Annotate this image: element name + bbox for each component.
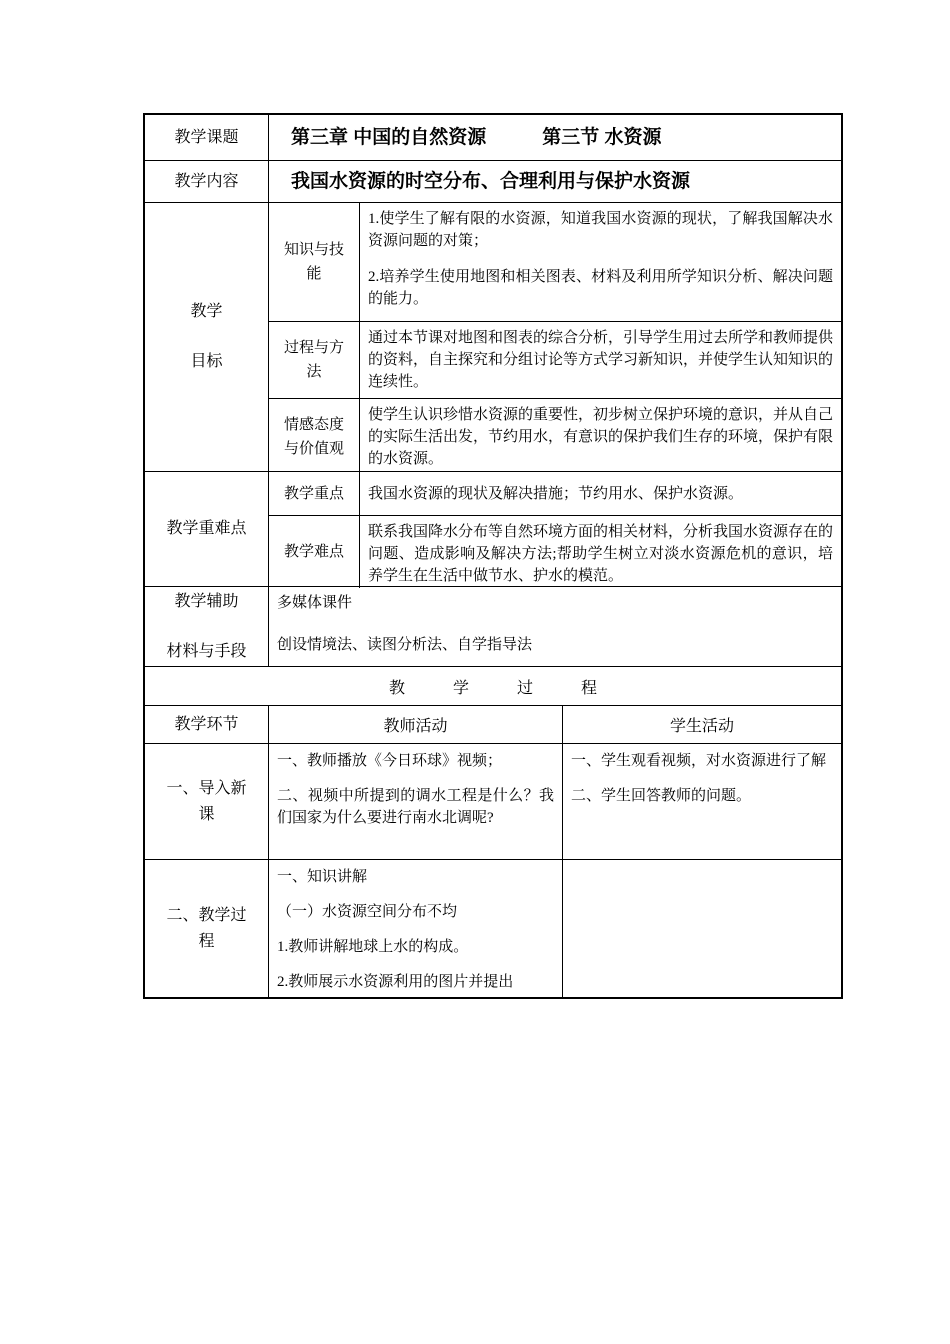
aids-label-line1: 教学辅助 bbox=[174, 592, 239, 610]
intro-student-paragraph: 二、学生回答教师的问题。 bbox=[571, 788, 752, 804]
row-objectives bbox=[145, 202, 841, 471]
knowledge-paragraph: 1.使学生了解有限的水资源，知道我国水资源的现状，了解我国解决水资源问题的对策； bbox=[368, 211, 833, 249]
key-point-paragraph: 我国水资源的现状及解决措施；节约用水、保护水资源。 bbox=[368, 485, 744, 502]
teach-env-label: 二、教学过程 bbox=[166, 906, 247, 950]
key-point-row bbox=[268, 472, 841, 515]
objectives-label-line1: 教学 bbox=[190, 303, 223, 320]
objective-process-row bbox=[268, 321, 841, 398]
intro-env-label: 一、导入新课 bbox=[166, 779, 247, 823]
process-text bbox=[359, 322, 841, 398]
lesson-plan-table bbox=[143, 113, 843, 999]
teach-teacher-paragraph: 2.教师展示水资源利用的图片并提出 bbox=[277, 974, 514, 990]
knowledge-paragraph: 2.培养学生使用地图和相关图表、材料及利用所学知识分析、解决问题的能力。 bbox=[368, 269, 833, 307]
keypoints-stack bbox=[268, 472, 841, 586]
row-column-headers bbox=[145, 705, 841, 743]
teach-teacher-paragraph: 一、知识讲解 bbox=[277, 869, 368, 885]
content-label: 教学内容 bbox=[174, 172, 239, 190]
teach-teacher-activity bbox=[268, 860, 562, 997]
row-process-banner bbox=[145, 666, 841, 705]
emotion-label: 情感态度与价值观 bbox=[268, 399, 359, 474]
objectives-label bbox=[145, 203, 268, 471]
aids-paragraph: 多媒体课件 bbox=[277, 595, 353, 611]
row-teach bbox=[145, 859, 841, 997]
teach-student-activity bbox=[562, 860, 841, 997]
intro-teacher-paragraph: 一、教师播放《今日环球》视频； bbox=[277, 753, 503, 769]
process-banner-title: 教 学 过 程 bbox=[388, 679, 597, 697]
aids-text bbox=[268, 587, 841, 666]
objective-knowledge-row bbox=[268, 203, 841, 321]
teach-teacher-paragraph: （一）水资源空间分布不均 bbox=[277, 904, 458, 920]
key-point-text bbox=[359, 472, 841, 515]
topic-chapter: 第三章 中国的自然资源 bbox=[291, 126, 487, 148]
row-aids bbox=[145, 586, 841, 666]
teach-teacher-paragraph: 1.教师讲解地球上水的构成。 bbox=[277, 939, 469, 955]
emotion-paragraph: 使学生认识珍惜水资源的重要性，初步树立保护环境的意识，并从自己的实际生活出发，节约用水，有意识的保护我们生存的环境，保护有限的水资源。 bbox=[368, 407, 834, 467]
aids-paragraph: 创设情境法、读图分析法、自学指导法 bbox=[277, 637, 533, 653]
header-env: 教学环节 bbox=[174, 715, 239, 733]
difficult-point-row bbox=[268, 515, 841, 588]
intro-teacher-paragraph: 二、视频中所提到的调水工程是什么？我们国家为什么要进行南水北调呢? bbox=[277, 788, 554, 826]
topic-label: 教学课题 bbox=[174, 128, 239, 146]
process-paragraph: 通过本节课对地图和图表的综合分析，引导学生用过去所学和教师提供的资料，自主探究和分组讨论等方式学习新知识，并使学生认知知识的连续性。 bbox=[368, 330, 834, 390]
intro-student-paragraph: 一、学生观看视频，对水资源进行了解 bbox=[571, 753, 827, 769]
difficult-point-paragraph: 联系我国降水分布等自然环境方面的相关材料，分析我国水资源存在的问题、造成影响及解决方法;帮助学生树立对淡水资源危机的意识，培养学生在生活中做节水、护水的模范。 bbox=[368, 524, 834, 584]
row-keypoints bbox=[145, 471, 841, 586]
emotion-text bbox=[359, 399, 841, 474]
row-topic bbox=[145, 115, 841, 160]
intro-teacher-activity bbox=[268, 744, 562, 859]
header-student: 学生活动 bbox=[562, 706, 841, 743]
intro-student-activity bbox=[562, 744, 841, 859]
topic-section: 第三节 水资源 bbox=[542, 126, 662, 148]
keypoints-label: 教学重难点 bbox=[166, 520, 247, 537]
objectives-label-line2: 目标 bbox=[190, 353, 223, 370]
objective-emotion-row bbox=[268, 398, 841, 474]
content-value: 我国水资源的时空分布、合理利用与保护水资源 bbox=[268, 161, 841, 202]
key-point-label: 教学重点 bbox=[268, 472, 359, 515]
process-label: 过程与方法 bbox=[268, 322, 359, 398]
knowledge-label: 知识与技能 bbox=[268, 203, 359, 321]
header-teacher: 教师活动 bbox=[268, 706, 562, 743]
aids-label-line2: 材料与手段 bbox=[166, 642, 247, 660]
topic-value bbox=[268, 115, 841, 160]
knowledge-text bbox=[359, 203, 841, 321]
row-intro bbox=[145, 743, 841, 859]
difficult-point-label: 教学难点 bbox=[268, 516, 359, 588]
row-content bbox=[145, 160, 841, 202]
objectives-stack bbox=[268, 203, 841, 471]
difficult-point-text bbox=[359, 516, 841, 588]
aids-label bbox=[145, 587, 268, 666]
